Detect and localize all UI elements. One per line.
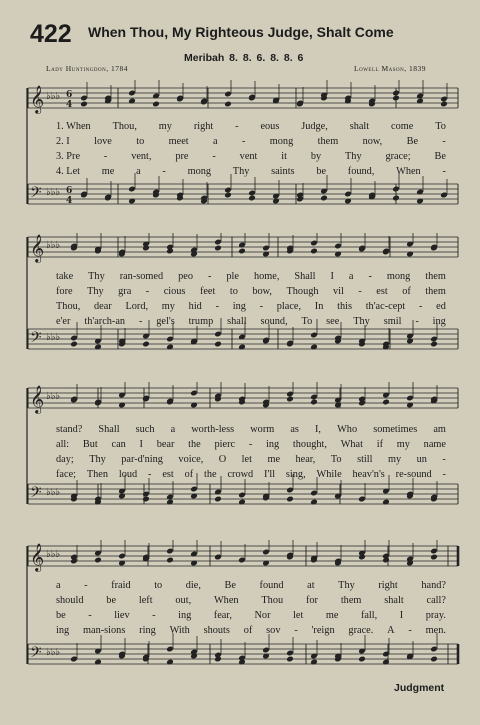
lyric-syllable: I [139, 439, 143, 450]
lyric-syllable: - [148, 469, 152, 480]
svg-text:♭♭♭: ♭♭♭ [46, 91, 61, 102]
lyric-syllable: - [442, 166, 446, 177]
lyric-syllable: to [136, 136, 145, 147]
lyric-syllable: see [326, 316, 340, 327]
lyric-syllable: them [425, 286, 446, 297]
lyric-syllable: est [162, 469, 174, 480]
lyric-syllable: Be [406, 136, 419, 147]
lyric-syllable: shalt [384, 595, 404, 606]
lyric-syllable: take [56, 271, 74, 282]
lyric-syllable: Then [86, 469, 109, 480]
lyric-syllable: meet [168, 136, 189, 147]
lyric-syllable: liev [114, 610, 130, 621]
lyric-syllable: ing [232, 301, 246, 312]
lyric-syllable: ing [432, 316, 446, 327]
lyric-syllable: day; [56, 454, 74, 465]
lyric-syllable: par-d'ning [121, 454, 163, 465]
lyric-line [56, 316, 446, 330]
lyric-syllable: ple [226, 271, 239, 282]
lyric-syllable: Thou [261, 595, 284, 606]
svg-text:♭♭♭: ♭♭♭ [46, 487, 61, 498]
lyric-syllable: - [408, 625, 412, 636]
lyric-syllable: mong [187, 166, 212, 177]
lyric-syllable: - [215, 301, 219, 312]
lyric-syllable: be [316, 166, 327, 177]
svg-text:4: 4 [66, 196, 73, 206]
lyric-syllable: call? [426, 595, 446, 606]
lyric-syllable: smil [383, 316, 402, 327]
lyric-syllable: Shall [294, 271, 316, 282]
lyric-line [56, 121, 446, 135]
svg-text:4: 4 [66, 100, 73, 110]
lyric-syllable: To [435, 121, 446, 132]
lyric-syllable: left [138, 595, 153, 606]
lyric-syllable: them [317, 136, 339, 147]
lyric-syllable: - [294, 625, 298, 636]
lyric-syllable: Thy [87, 286, 104, 297]
lyric-syllable: shall [227, 316, 247, 327]
lyric-syllable: man-sions [83, 625, 126, 636]
lyric-syllable: my [158, 121, 172, 132]
lyric-syllable: Judge, [301, 121, 328, 132]
lyric-syllable: To [301, 316, 313, 327]
lyric-syllable: name [423, 439, 446, 450]
lyric-syllable: right [193, 121, 214, 132]
lyric-line [56, 595, 446, 609]
lyric-syllable: ran-somed [119, 271, 164, 282]
lyric-line [56, 424, 446, 438]
lyric-syllable: Shall [98, 424, 120, 435]
svg-text:♭♭♭: ♭♭♭ [46, 391, 61, 402]
lyric-syllable: of [184, 469, 194, 480]
lyric-syllable: of [243, 625, 253, 636]
lyric-line [56, 580, 446, 594]
lyric-line [56, 610, 446, 624]
lyric-syllable: - [145, 286, 150, 297]
lyric-syllable: a [136, 166, 141, 177]
lyric-syllable: the [204, 469, 217, 480]
lyric-syllable: hear, [295, 454, 316, 465]
lyric-syllable: - [259, 301, 264, 312]
lyric-syllable: feet [199, 286, 216, 297]
svg-text:♭♭♭: ♭♭♭ [46, 549, 61, 560]
lyric-syllable: worm [250, 424, 275, 435]
lyric-syllable: let [293, 610, 304, 621]
lyric-syllable: come [391, 121, 414, 132]
lyric-syllable: eous [260, 121, 280, 132]
svg-text:6: 6 [66, 90, 73, 100]
lyric-line [56, 136, 446, 150]
lyric-syllable: crowd [227, 469, 254, 480]
svg-text:♭♭♭: ♭♭♭ [46, 332, 61, 343]
lyric-syllable: While [316, 469, 342, 480]
lyric-syllable: found [259, 580, 284, 591]
hymn-header [0, 0, 480, 80]
lyric-syllable: fore [56, 286, 73, 297]
lyric-syllable: re-sound [395, 469, 432, 480]
lyric-syllable: hid [188, 301, 202, 312]
category-label: Judgment [394, 682, 445, 694]
lyric-syllable: ed [436, 301, 446, 312]
music-system-1 [0, 80, 480, 218]
svg-text:♭♭♭: ♭♭♭ [46, 240, 61, 251]
lyric-syllable: if [376, 439, 384, 450]
lyric-syllable: Thy [89, 454, 106, 465]
lyric-syllable: cious [163, 286, 186, 297]
lyric-syllable: Thy [338, 580, 355, 591]
words-credit: Lady Huntingdon, 1784 [46, 64, 128, 73]
lyric-syllable: I [330, 271, 334, 282]
lyric-line [56, 454, 446, 468]
music-system-4 [0, 540, 480, 675]
lyric-syllable: thought, [292, 439, 327, 450]
lyric-syllable: my [161, 301, 175, 312]
lyric-syllable: at [307, 580, 315, 591]
lyric-syllable: - [241, 136, 246, 147]
lyric-syllable: grace; [385, 151, 411, 162]
lyric-line [56, 271, 446, 285]
lyric-syllable: When [396, 166, 421, 177]
lyric-syllable: O [218, 454, 227, 465]
lyric-syllable: my [387, 454, 402, 465]
lyric-syllable: can [111, 439, 126, 450]
lyric-syllable: Thou, [112, 121, 137, 132]
lyric-syllable: for [305, 595, 318, 606]
lyric-syllable: sov [266, 625, 281, 636]
lyric-syllable: - [138, 316, 143, 327]
lyric-syllable: What [340, 439, 363, 450]
lyric-syllable: 4. Let [56, 166, 81, 177]
lyric-syllable: this [337, 301, 352, 312]
lyric-syllable: Lord, [125, 301, 149, 312]
lyric-syllable: my [396, 439, 410, 450]
lyric-syllable: Thy [88, 271, 105, 282]
lyric-line [56, 151, 446, 165]
lyric-syllable: grace. [348, 625, 374, 636]
lyric-syllable: Though [286, 286, 319, 297]
hymn-title: When Thou, My Righteous Judge, Shalt Come [88, 24, 394, 40]
lyric-syllable: let [241, 454, 252, 465]
lyric-syllable: such [135, 424, 155, 435]
lyric-syllable: all: [56, 439, 70, 450]
lyric-syllable: ing [178, 610, 192, 621]
lyric-syllable: - [235, 121, 239, 132]
lyric-line [56, 166, 446, 180]
lyric-syllable: be [56, 610, 66, 621]
lyric-syllable: to [229, 286, 238, 297]
lyric-syllable: hand? [421, 580, 446, 591]
lyric-line [56, 286, 446, 300]
lyric-syllable: 'reign [311, 625, 335, 636]
lyric-syllable: peo [178, 271, 193, 282]
lyric-syllable: shouts [203, 625, 230, 636]
lyric-syllable: pre [175, 151, 189, 162]
lyric-syllable: saints [271, 166, 295, 177]
lyric-syllable: I, [315, 424, 322, 435]
svg-text:6: 6 [66, 186, 73, 196]
lyric-syllable: bow, [252, 286, 272, 297]
lyric-syllable: - [103, 151, 108, 162]
lyric-syllable: To [330, 454, 342, 465]
lyric-line [56, 301, 446, 315]
lyric-syllable: gel's [156, 316, 175, 327]
lyric-syllable: - [442, 454, 446, 465]
lyric-syllable: me [325, 610, 339, 621]
lyric-syllable: - [212, 151, 216, 162]
music-system-2 [0, 233, 480, 363]
lyric-syllable: - [84, 580, 88, 591]
svg-text:𝄞: 𝄞 [30, 85, 45, 113]
lyric-line [56, 625, 446, 639]
lyric-syllable: Thy [232, 166, 250, 177]
lyric-syllable: as [290, 424, 299, 435]
lyric-syllable: a [213, 136, 218, 147]
lyric-syllable: ing [56, 625, 70, 636]
lyric-syllable: - [88, 610, 92, 621]
lyric-syllable: me [101, 166, 115, 177]
lyric-syllable: dear [94, 301, 112, 312]
lyric-syllable: a [170, 424, 176, 435]
svg-text:𝄞: 𝄞 [30, 385, 45, 413]
lyric-syllable: shalt [349, 121, 370, 132]
lyric-syllable: place, [276, 301, 302, 312]
lyric-syllable: - [415, 316, 419, 327]
lyric-syllable: Nor [254, 610, 271, 621]
lyric-syllable: heav'n's [352, 469, 385, 480]
lyric-syllable: fear, [213, 610, 232, 621]
lyric-syllable: be [106, 595, 117, 606]
lyric-syllable: trump [188, 316, 214, 327]
lyric-syllable: to [154, 580, 163, 591]
lyric-syllable: a [56, 580, 61, 591]
lyric-syllable: Who [337, 424, 358, 435]
lyric-syllable: of [402, 286, 411, 297]
lyric-syllable: With [169, 625, 190, 636]
lyric-syllable: ring [139, 625, 156, 636]
lyric-syllable: Be [434, 151, 446, 162]
svg-text:𝄞: 𝄞 [30, 234, 45, 262]
lyric-syllable: - [248, 439, 253, 450]
lyric-syllable: 2. I [56, 136, 70, 147]
lyric-syllable: th'ac-cept [365, 301, 406, 312]
lyric-syllable: - [419, 301, 423, 312]
lyric-syllable: Be [224, 580, 236, 591]
lyric-syllable: worth-less [191, 424, 235, 435]
lyric-syllable: by [310, 151, 322, 162]
lyric-syllable: - [207, 271, 212, 282]
lyric-syllable: home, [253, 271, 280, 282]
lyric-syllable: un [416, 454, 427, 465]
lyric-syllable: loud [118, 469, 138, 480]
tune-name: Meribah 8. 8. 6. 8. 8. 6 [184, 52, 304, 64]
lyric-syllable: vil [333, 286, 344, 297]
lyric-syllable: pierc [214, 439, 236, 450]
svg-text:♭♭♭: ♭♭♭ [46, 187, 61, 198]
lyric-syllable: men. [425, 625, 446, 636]
lyric-syllable: a [348, 271, 354, 282]
lyric-syllable: now, [362, 136, 383, 147]
lyric-syllable: them [340, 595, 362, 606]
lyric-syllable: love [94, 136, 112, 147]
lyric-syllable: - [442, 136, 446, 147]
lyric-syllable: - [358, 286, 362, 297]
lyric-syllable: vent [239, 151, 258, 162]
lyric-syllable: fall, [360, 610, 378, 621]
lyric-syllable: fraid [111, 580, 131, 591]
hymn-number: 422 [30, 20, 72, 48]
svg-text:𝄢: 𝄢 [30, 329, 42, 350]
lyric-syllable: bear [156, 439, 175, 450]
svg-text:♭♭♭: ♭♭♭ [46, 647, 61, 658]
lyric-syllable: Thy [345, 151, 362, 162]
lyric-syllable: - [152, 610, 156, 621]
lyric-syllable: Thou, [56, 301, 81, 312]
lyric-syllable: vent, [131, 151, 152, 162]
lyric-syllable: Thy [353, 316, 370, 327]
lyric-syllable: sound, [260, 316, 288, 327]
lyric-syllable: - [162, 166, 166, 177]
lyric-syllable: In [314, 301, 324, 312]
lyric-syllable: die, [185, 580, 201, 591]
lyric-syllable: th'arch-an [84, 316, 126, 327]
lyric-syllable: sing, [285, 469, 306, 480]
lyric-syllable: mong [269, 136, 294, 147]
lyric-syllable: should [56, 595, 84, 606]
lyric-syllable: right [378, 580, 398, 591]
lyric-syllable: - [368, 271, 372, 282]
lyric-line [56, 469, 446, 483]
lyric-syllable: e'er [56, 316, 71, 327]
lyric-syllable: found, [347, 166, 375, 177]
lyric-syllable: it [281, 151, 287, 162]
svg-text:𝄢: 𝄢 [30, 644, 42, 665]
lyric-syllable: still [357, 454, 373, 465]
lyric-syllable: stand? [56, 424, 83, 435]
lyric-syllable: gra [118, 286, 132, 297]
lyric-syllable: 1. When [56, 121, 91, 132]
lyric-syllable: But [82, 439, 98, 450]
lyric-syllable: I [399, 610, 404, 621]
svg-text:𝄢: 𝄢 [30, 484, 42, 505]
lyric-syllable: sometimes [373, 424, 418, 435]
lyric-syllable: face; [56, 469, 77, 480]
lyric-syllable: - [442, 469, 446, 480]
lyric-syllable: me [267, 454, 281, 465]
lyric-syllable: mong [386, 271, 411, 282]
svg-text:𝄞: 𝄞 [30, 543, 45, 571]
music-credit: Lowell Mason, 1839 [354, 64, 426, 73]
lyric-syllable: out, [175, 595, 192, 606]
lyric-syllable: 3. Pre [56, 151, 81, 162]
lyric-syllable: When [213, 595, 239, 606]
lyric-syllable: I'll [264, 469, 276, 480]
lyric-syllable: pray. [425, 610, 446, 621]
svg-text:𝄢: 𝄢 [30, 184, 42, 205]
lyric-syllable: ing [266, 439, 280, 450]
music-system-3 [0, 382, 480, 514]
lyric-syllable: A [387, 625, 395, 636]
lyric-syllable: am [433, 424, 446, 435]
lyric-syllable: them [425, 271, 446, 282]
lyric-line [56, 439, 446, 453]
lyric-syllable: est [376, 286, 388, 297]
lyric-syllable: the [188, 439, 201, 450]
lyric-syllable: voice, [178, 454, 204, 465]
